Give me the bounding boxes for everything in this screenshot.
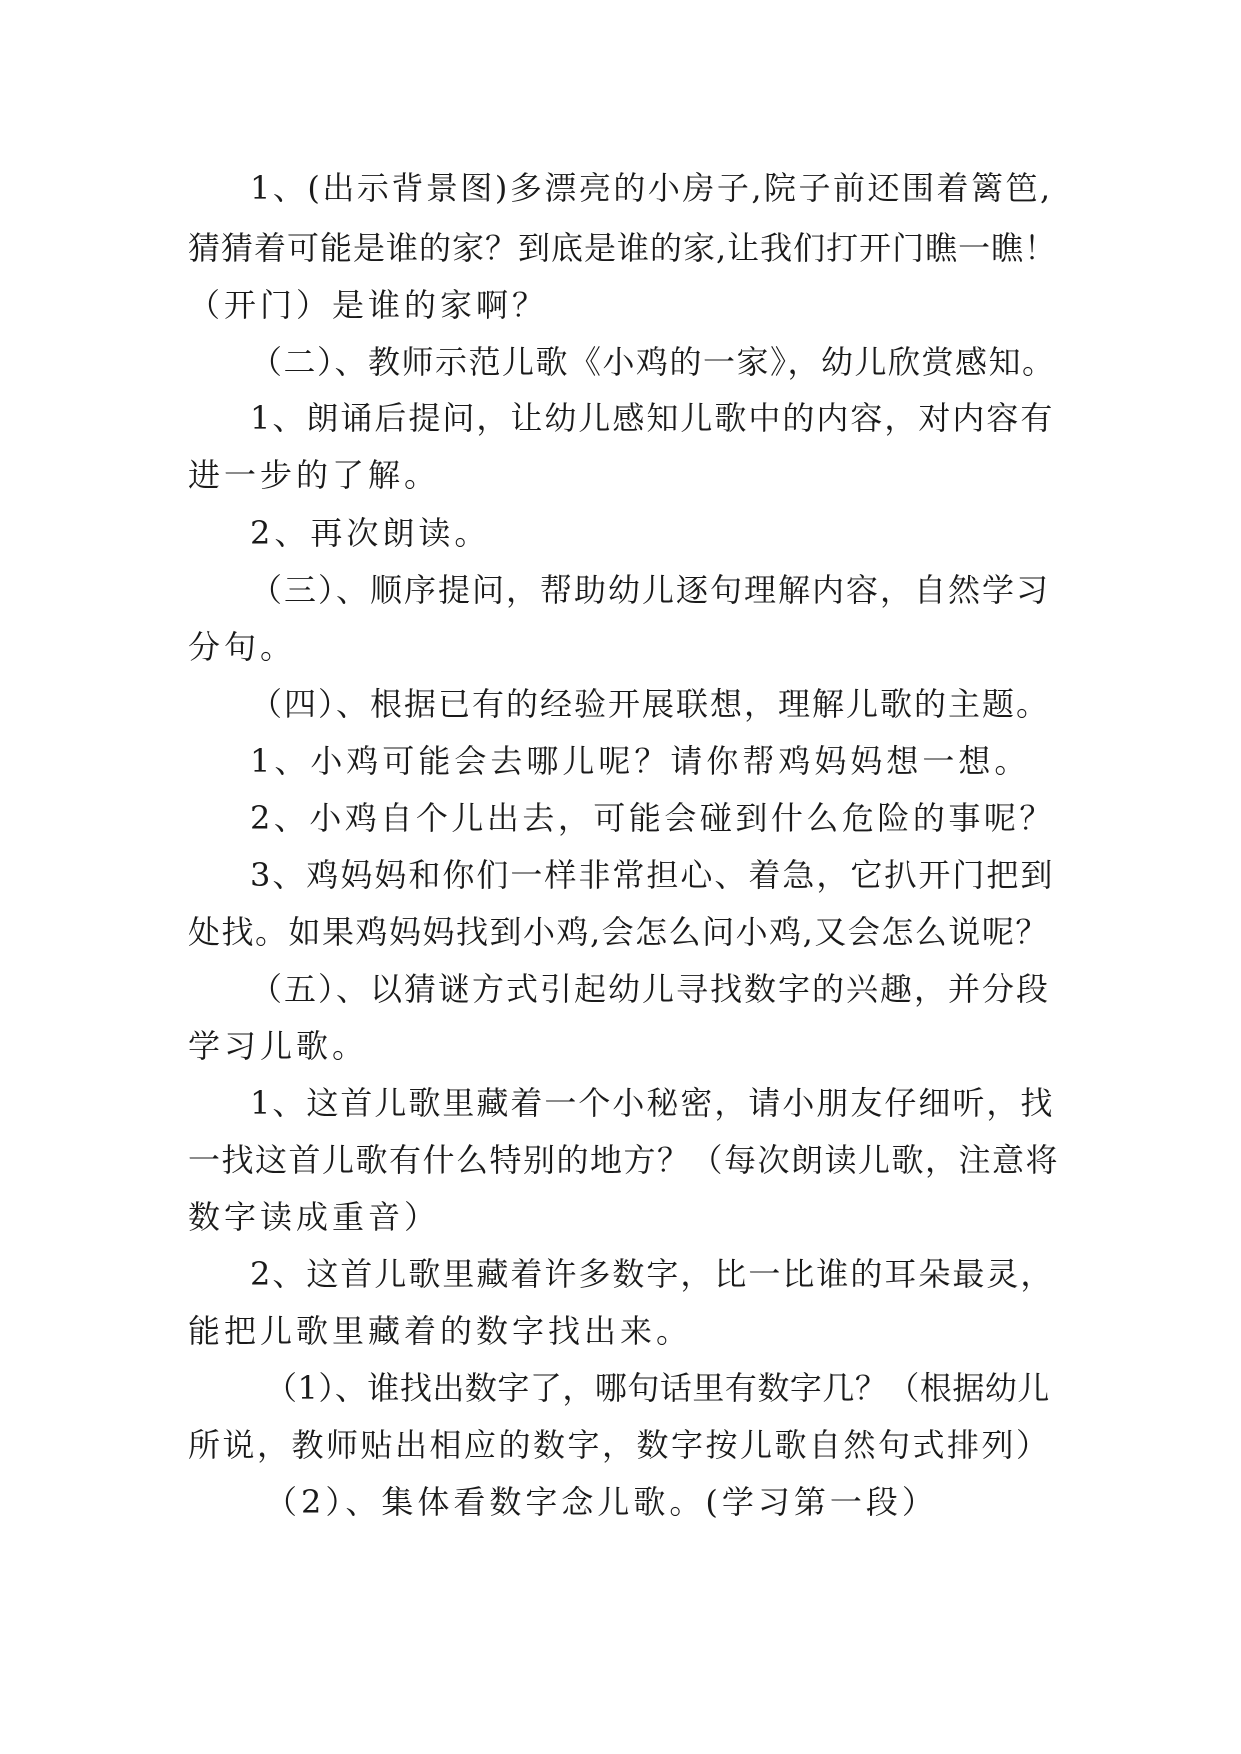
text-line: （五）、以猜谜方式引起幼儿寻找数字的兴趣，并分段 xyxy=(250,970,1051,1008)
text-line: 处找。如果鸡妈妈找到小鸡,会怎么问小鸡,又会怎么说呢？ xyxy=(188,913,1049,951)
text-line: 分句。 xyxy=(188,628,297,666)
text-line: 能把儿歌里藏着的数字找出来。 xyxy=(188,1312,693,1350)
text-line: 学习儿歌。 xyxy=(188,1027,369,1065)
text-line: 1、这首儿歌里藏着一个小秘密，请小朋友仔细听，找 xyxy=(250,1084,1055,1122)
text-line: 一找这首儿歌有什么特别的地方？（每次朗读儿歌，注意将 xyxy=(188,1141,1060,1179)
text-line: 2、再次朗读。 xyxy=(250,514,491,552)
text-line: （1）、谁找出数字了，哪句话里有数字几？（根据幼儿 xyxy=(265,1369,1050,1407)
text-line: 3、鸡妈妈和你们一样非常担心、着急，它扒开门把到 xyxy=(250,856,1055,894)
text-line: （开门）是谁的家啊？ xyxy=(188,286,549,324)
text-line: 2、这首儿歌里藏着许多数字，比一比谁的耳朵最灵， xyxy=(250,1255,1055,1293)
text-line: 1、(出示背景图)多漂亮的小房子,院子前还围着篱笆, xyxy=(250,169,1053,207)
text-line: 1、朗诵后提问，让幼儿感知儿歌中的内容，对内容有 xyxy=(250,399,1055,437)
text-line: （三）、顺序提问，帮助幼儿逐句理解内容，自然学习 xyxy=(250,571,1051,609)
text-line: 数字读成重音） xyxy=(188,1198,441,1236)
text-line: 2、小鸡自个儿出去，可能会碰到什么危险的事呢？ xyxy=(250,799,1055,837)
text-line: 所说，教师贴出相应的数字，数字按儿歌自然句式排列） xyxy=(188,1426,1051,1464)
text-line: 1、小鸡可能会去哪儿呢？请你帮鸡妈妈想一想。 xyxy=(250,742,1031,780)
text-line: （2）、集体看数字念儿歌。(学习第一段） xyxy=(265,1483,938,1521)
text-line: （二）、教师示范儿歌《小鸡的一家》，幼儿欣赏感知。 xyxy=(250,343,1056,381)
text-line: （四）、根据已有的经验开展联想，理解儿歌的主题。 xyxy=(250,685,1051,723)
text-line: 进一步的了解。 xyxy=(188,456,441,494)
text-line: 猜猜着可能是谁的家？到底是谁的家,让我们打开门瞧一瞧！ xyxy=(188,229,1058,267)
